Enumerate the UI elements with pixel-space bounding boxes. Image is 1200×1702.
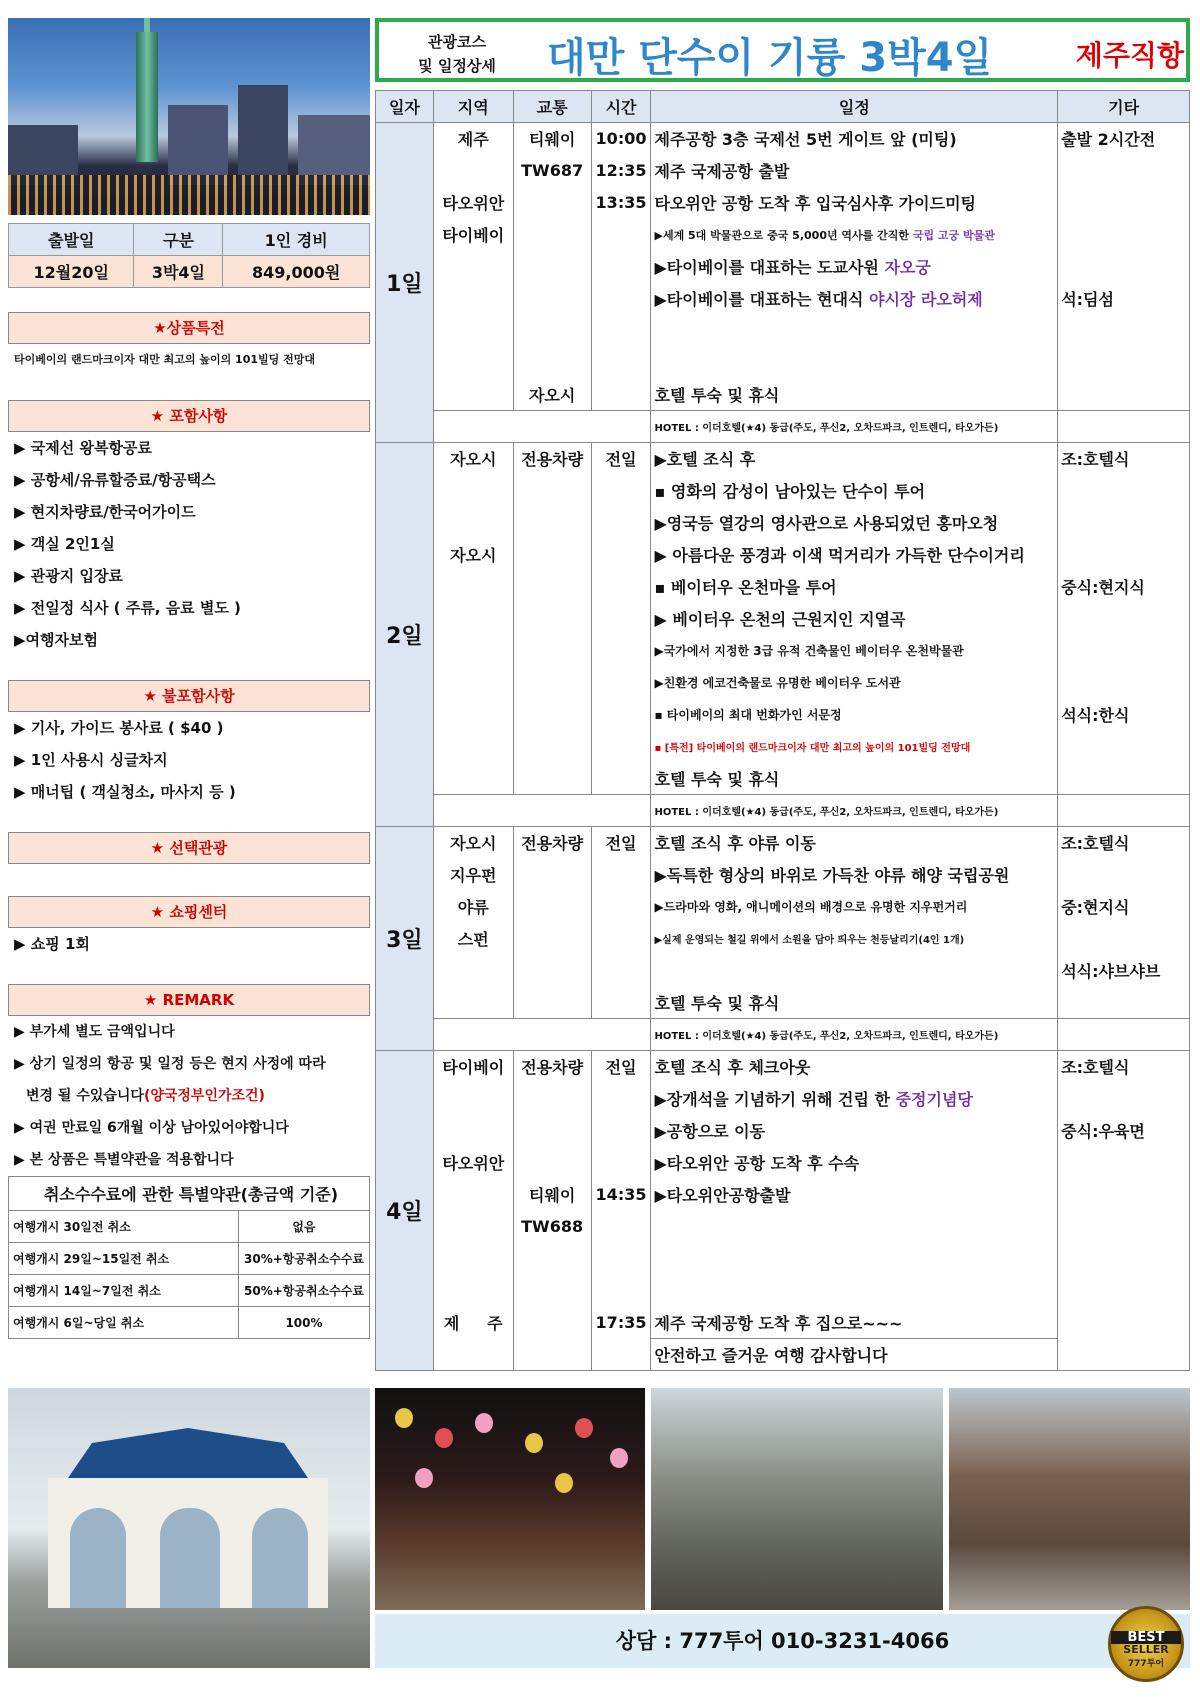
included-item: ▶ 전일정 식사 ( 주류, 음료 별도 )	[14, 599, 241, 617]
schedule-cell	[651, 283, 1058, 315]
schedule-cell: 호텔 투숙 및 휴식	[651, 987, 1058, 1019]
shopping-head: ★ 쇼핑센터	[8, 896, 370, 928]
day4-row	[376, 1115, 1190, 1147]
title-tag: 제주직항	[1075, 39, 1184, 72]
cancel-fee: 없음	[239, 1211, 370, 1243]
included-list	[8, 432, 370, 680]
region-cell: 제주	[433, 123, 513, 155]
hotel-spacer	[433, 411, 651, 443]
special-head: ★상품특전	[8, 312, 370, 344]
day1-row	[376, 219, 1190, 251]
cancel-title: 취소수수료에 관한 특별약관(총금액 기준)	[9, 1177, 370, 1211]
day1-row	[376, 315, 1190, 347]
gate-arch	[70, 1508, 126, 1608]
region-cell: 자오시	[433, 827, 513, 859]
price-cost: 849,000원	[223, 256, 370, 288]
transport-cell: 전용차량	[513, 443, 591, 475]
day4-row	[376, 1147, 1190, 1179]
day2-row	[376, 539, 1190, 571]
gate-arch	[160, 1508, 220, 1608]
time-cell: 13:35	[591, 187, 651, 219]
time-cell	[591, 379, 651, 411]
price-header-cost: 1인 경비	[223, 224, 370, 256]
title-sub-line: 관광코스	[428, 33, 486, 51]
day-label: 2일	[376, 443, 434, 827]
schedule-text: ▶장개석을 기념하기 위해 건립 한	[654, 1090, 896, 1109]
badge-line: BEST	[1111, 1631, 1181, 1644]
excluded-item: ▶ 매너팁 ( 객실청소, 마사지 등 )	[14, 783, 236, 801]
remark-item: ▶ 여권 만료일 6개월 이상 남아있어야합니다	[14, 1120, 289, 1136]
day1-row	[376, 187, 1190, 219]
day4-row	[376, 1339, 1190, 1371]
remark-head: ★ REMARK	[8, 984, 370, 1016]
region-cell: 야류	[433, 891, 513, 923]
col-header-time: 시간	[591, 91, 651, 123]
cancel-row	[9, 1211, 370, 1243]
included-item: ▶ 관광지 입장료	[14, 567, 123, 585]
taipei-skyline-photo	[8, 18, 370, 215]
cancel-period: 여행개시 14일~7일전 취소	[9, 1275, 239, 1307]
gate-roof	[68, 1428, 308, 1478]
schedule-cell: ▶친환경 에코건축물로 유명한 베이터우 도서관	[651, 667, 1058, 699]
etc-cell: 조:호텔식	[1058, 443, 1190, 475]
hotel-spacer	[433, 1019, 651, 1051]
region-cell: 타이베이	[433, 219, 513, 251]
day-label: 3일	[376, 827, 434, 1051]
transport-cell	[513, 251, 591, 283]
schedule-cell: ▶드라마와 영화, 애니메이션의 배경으로 유명한 지우펀거리	[651, 891, 1058, 923]
transport-cell: 티웨이	[513, 123, 591, 155]
day4-row	[376, 1211, 1190, 1243]
day3-row	[376, 923, 1190, 955]
badge-line: 777투어	[1127, 1659, 1165, 1669]
region-cell: 타오위안	[433, 187, 513, 219]
day3-row	[376, 859, 1190, 891]
schedule-cell: 호텔 투숙 및 휴식	[651, 379, 1058, 411]
etc-cell: 중식:현지식	[1058, 571, 1190, 603]
col-header-day: 일자	[376, 91, 434, 123]
time-cell: 14:35	[591, 1179, 651, 1211]
price-header-departure: 출발일	[9, 224, 134, 256]
lantern-shape	[525, 1433, 543, 1453]
day1-row	[376, 251, 1190, 283]
time-cell: 전일	[591, 1051, 651, 1083]
schedule-cell: 제주 국제공항 도착 후 집으로~~~	[651, 1307, 1058, 1339]
etc-cell: 중식:우육면	[1058, 1115, 1190, 1147]
day4-row	[376, 1307, 1190, 1339]
schedule-cell: ▶독특한 형상의 바위로 가득찬 야류 해양 국립공원	[651, 859, 1058, 891]
time-cell	[591, 251, 651, 283]
schedule-text: ▶타이베이를 대표하는 도교사원	[654, 258, 885, 277]
temple-photo	[949, 1388, 1190, 1610]
building-shape	[168, 105, 228, 185]
region-cell: 타이베이	[433, 1051, 513, 1083]
price-table	[8, 223, 370, 288]
city-lights	[8, 175, 370, 215]
schedule-cell: ▶영국등 열강의 영사관으로 사용되었던 홍마오청	[651, 507, 1058, 539]
price-header-type: 구분	[134, 224, 223, 256]
schedule-cell: ▶타오위안공항출발	[651, 1179, 1058, 1211]
time-cell: 전일	[591, 443, 651, 475]
schedule-cell: ▪ 영화의 감성이 남아있는 단수이 투어	[651, 475, 1058, 507]
day2-row	[376, 763, 1190, 795]
etc-cell: 조:호텔식	[1058, 1051, 1190, 1083]
included-item: ▶ 공항세/유류할증료/항공택스	[14, 471, 216, 489]
cancel-period: 여행개시 30일전 취소	[9, 1211, 239, 1243]
etc-cell: 석:딤섬	[1058, 283, 1190, 315]
lantern-shape	[610, 1448, 628, 1468]
lantern-shape	[475, 1413, 493, 1433]
day4-row	[376, 1179, 1190, 1211]
schedule-cell: ▶실제 운영되는 철길 위에서 소원을 담아 띄우는 천등날리기(4인 1개)	[651, 923, 1058, 955]
time-cell	[591, 283, 651, 315]
etc-cell	[1058, 219, 1190, 251]
title-box	[375, 18, 1190, 82]
day2-row	[376, 475, 1190, 507]
day4-row	[376, 1051, 1190, 1083]
cancel-row	[9, 1307, 370, 1339]
schedule-cell: ▶ 베이터우 온천의 근원지인 지열곡	[651, 603, 1058, 635]
remark-item: ▶ 본 상품은 특별약관을 적용합니다	[14, 1152, 234, 1168]
photo-strip	[375, 1388, 1190, 1610]
schedule-highlight: 국립 고궁 박물관	[912, 228, 995, 242]
etc-cell: 석식:한식	[1058, 699, 1190, 731]
schedule-highlight: 야시장 라오허제	[868, 290, 983, 309]
region-cell: 제 주	[433, 1307, 513, 1339]
day4-row	[376, 1243, 1190, 1275]
time-cell: 10:00	[591, 123, 651, 155]
col-header-schedule: 일정	[651, 91, 1058, 123]
schedule-cell: ▪ 타이베이의 최대 번화가인 서문정	[651, 699, 1058, 731]
day2-row	[376, 699, 1190, 731]
schedule-cell	[651, 251, 1058, 283]
day-label: 1일	[376, 123, 434, 443]
included-item: ▶ 국제선 왕복항공료	[14, 439, 152, 457]
region-cell: 타오위안	[433, 1147, 513, 1179]
day2-row	[376, 635, 1190, 667]
transport-cell: 티웨이	[513, 1179, 591, 1211]
schedule-cell	[651, 219, 1058, 251]
lantern-shape	[435, 1428, 453, 1448]
region-cell	[433, 379, 513, 411]
schedule-cell: ▶국가에서 지정한 3급 유적 건축물인 베이터우 온천박물관	[651, 635, 1058, 667]
schedule-highlight: 중정기념당	[895, 1090, 973, 1109]
schedule-cell: 호텔 투숙 및 휴식	[651, 763, 1058, 795]
day2-row	[376, 667, 1190, 699]
schedule-highlight: 자오궁	[884, 258, 931, 277]
etc-cell	[1058, 187, 1190, 219]
closing-message: 안전하고 즐거운 여행 감사합니다	[651, 1339, 1058, 1371]
excluded-item: ▶ 1인 사용시 싱글차지	[14, 751, 168, 769]
day2-row	[376, 443, 1190, 475]
cancel-row	[9, 1243, 370, 1275]
region-cell: 지우펀	[433, 859, 513, 891]
schedule-cell: 타오위안 공항 도착 후 입국심사후 가이드미팅	[651, 187, 1058, 219]
day3-row	[376, 827, 1190, 859]
hotel-spacer	[433, 795, 651, 827]
badge-line: SELLER	[1123, 1643, 1169, 1656]
etc-cell	[1058, 1019, 1190, 1051]
cancel-fee-table	[8, 1176, 370, 1339]
col-header-region: 지역	[433, 91, 513, 123]
cancel-period: 여행개시 6일~당일 취소	[9, 1307, 239, 1339]
etc-cell: 석식:샤브샤브	[1058, 955, 1190, 987]
excluded-list	[8, 712, 370, 832]
title-sub-line: 및 일정상세	[418, 57, 496, 75]
region-cell	[433, 251, 513, 283]
excluded-item: ▶ 기사, 가이드 봉사료 ( $40 )	[14, 719, 224, 737]
left-column	[8, 18, 370, 1339]
transport-cell	[513, 187, 591, 219]
shopping-item: ▶ 쇼핑 1회	[14, 935, 90, 953]
region-cell: 스펀	[433, 923, 513, 955]
etc-cell: 조:호텔식	[1058, 827, 1190, 859]
remark-item: ▶ 부가세 별도 금액입니다	[14, 1024, 175, 1040]
col-header-transport: 교통	[513, 91, 591, 123]
transport-cell	[513, 219, 591, 251]
included-item: ▶ 객실 2인1실	[14, 535, 115, 553]
lantern-shape	[575, 1418, 593, 1438]
day2-row	[376, 571, 1190, 603]
transport-cell	[513, 283, 591, 315]
cancel-fee: 50%+항공취소수수료	[239, 1275, 370, 1307]
etc-cell	[1058, 251, 1190, 283]
title-subtitle	[397, 30, 517, 78]
hotel-info: HOTEL : 이더호텔(★4) 동급(주도, 푸신2, 오차드파크, 인트렌디, 타오가든)	[651, 795, 1058, 827]
hotel-row	[376, 795, 1190, 827]
schedule-text: ▶타이베이를 대표하는 현대식	[654, 290, 869, 309]
lantern-shape	[415, 1468, 433, 1488]
lantern-shape	[555, 1473, 573, 1493]
price-duration: 3박4일	[134, 256, 223, 288]
cancel-row	[9, 1275, 370, 1307]
day4-row	[376, 1275, 1190, 1307]
time-cell: 전일	[591, 827, 651, 859]
day2-row	[376, 603, 1190, 635]
hotel-row	[376, 411, 1190, 443]
cancel-period: 여행개시 29일~15일전 취소	[9, 1243, 239, 1275]
day1-row	[376, 283, 1190, 315]
itinerary-table	[375, 90, 1190, 1371]
region-cell: 자오시	[433, 539, 513, 571]
schedule-cell: ▶공항으로 이동	[651, 1115, 1058, 1147]
taipei-101-tower	[136, 32, 158, 162]
day3-row	[376, 955, 1190, 987]
building-shape	[238, 85, 288, 185]
schedule-cell: ▶ 아름다운 풍경과 이색 먹거리가 가득한 단수이거리	[651, 539, 1058, 571]
included-item: ▶ 현지차량료/한국어가이드	[14, 503, 196, 521]
etc-cell	[1058, 411, 1190, 443]
etc-cell	[1058, 379, 1190, 411]
best-seller-badge-icon	[1108, 1606, 1184, 1682]
etc-cell	[1058, 795, 1190, 827]
cancel-fee: 100%	[239, 1307, 370, 1339]
day3-row	[376, 891, 1190, 923]
remark-item	[8, 1080, 370, 1112]
time-cell: 12:35	[591, 155, 651, 187]
consult-contact: 상담 : 777투어 010-3231-4066	[375, 1614, 1190, 1668]
schedule-cell: 제주공항 3층 국제선 5번 게이트 앞 (미팅)	[651, 123, 1058, 155]
remark-list	[8, 1016, 370, 1176]
special-body	[8, 344, 370, 400]
day3-row	[376, 987, 1190, 1019]
schedule-cell: 호텔 조식 후 체크아웃	[651, 1051, 1058, 1083]
col-header-etc: 기타	[1058, 91, 1190, 123]
region-cell: 자오시	[433, 443, 513, 475]
remark-text: 변경 될 수있습니다	[26, 1088, 144, 1104]
time-cell	[591, 219, 651, 251]
schedule-cell: ▶호텔 조식 후	[651, 443, 1058, 475]
schedule-cell: 호텔 조식 후 야류 이동	[651, 827, 1058, 859]
hotel-info: HOTEL : 이더호텔(★4) 동급(주도, 푸신2, 오차드파크, 인트렌디, 타오가든)	[651, 411, 1058, 443]
excluded-head: ★ 불포함사항	[8, 680, 370, 712]
schedule-cell	[651, 1083, 1058, 1115]
day4-row	[376, 1083, 1190, 1115]
page-title: 대만 단수이 기륭 3박4일	[547, 35, 993, 81]
region-cell	[433, 155, 513, 187]
liberty-square-gate-photo	[8, 1388, 370, 1668]
transport-cell: 전용차량	[513, 827, 591, 859]
transport-cell: TW687	[513, 155, 591, 187]
schedule-text: ▶세계 5대 박물관으로 중국 5,000년 역사를 간직한	[654, 228, 913, 242]
day1-row	[376, 379, 1190, 411]
day1-row	[376, 155, 1190, 187]
time-cell: 17:35	[591, 1307, 651, 1339]
day2-row	[376, 731, 1190, 763]
day-label: 4일	[376, 1051, 434, 1371]
price-departure-date: 12월20일	[9, 256, 134, 288]
etc-cell: 출발 2시간전	[1058, 123, 1190, 155]
schedule-cell: ▪ 베이터우 온천마을 투어	[651, 571, 1058, 603]
day1-row	[376, 123, 1190, 155]
special-text: 타이베이의 랜드마크이자 대만 최고의 높이의 101빌딩 전망대	[14, 353, 315, 366]
etc-cell: 중:현지식	[1058, 891, 1190, 923]
hotel-info: HOTEL : 이더호텔(★4) 동급(주도, 푸신2, 오차드파크, 인트렌디, 타오가든)	[651, 1019, 1058, 1051]
gate-arch	[252, 1508, 308, 1608]
optional-head: ★ 선택관광	[8, 832, 370, 864]
hotel-row	[376, 1019, 1190, 1051]
shopping-list	[8, 928, 370, 984]
included-head: ★ 포함사항	[8, 400, 370, 432]
remark-note: (양국정부인가조건)	[143, 1088, 265, 1104]
day2-row	[376, 507, 1190, 539]
schedule-cell: 제주 국제공항 출발	[651, 155, 1058, 187]
night-market-photo	[375, 1388, 645, 1610]
transport-cell: 전용차량	[513, 1051, 591, 1083]
lantern-shape	[395, 1408, 413, 1428]
etc-cell	[1058, 155, 1190, 187]
special-benefit: ▪ [특전] 타이베이의 랜드마크이자 대만 최고의 높이의 101빌딩 전망대	[651, 731, 1058, 763]
transport-cell: 자오시	[513, 379, 591, 411]
cancel-fee: 30%+항공취소수수료	[239, 1243, 370, 1275]
remark-item: ▶ 상기 일정의 항공 및 일정 등은 현지 사정에 따라	[14, 1056, 326, 1072]
day1-row	[376, 347, 1190, 379]
included-item: ▶여행자보험	[14, 631, 98, 649]
old-street-photo	[651, 1388, 943, 1610]
region-cell	[433, 283, 513, 315]
schedule-cell: ▶타오위안 공항 도착 후 수속	[651, 1147, 1058, 1179]
transport-cell: TW688	[513, 1211, 591, 1243]
